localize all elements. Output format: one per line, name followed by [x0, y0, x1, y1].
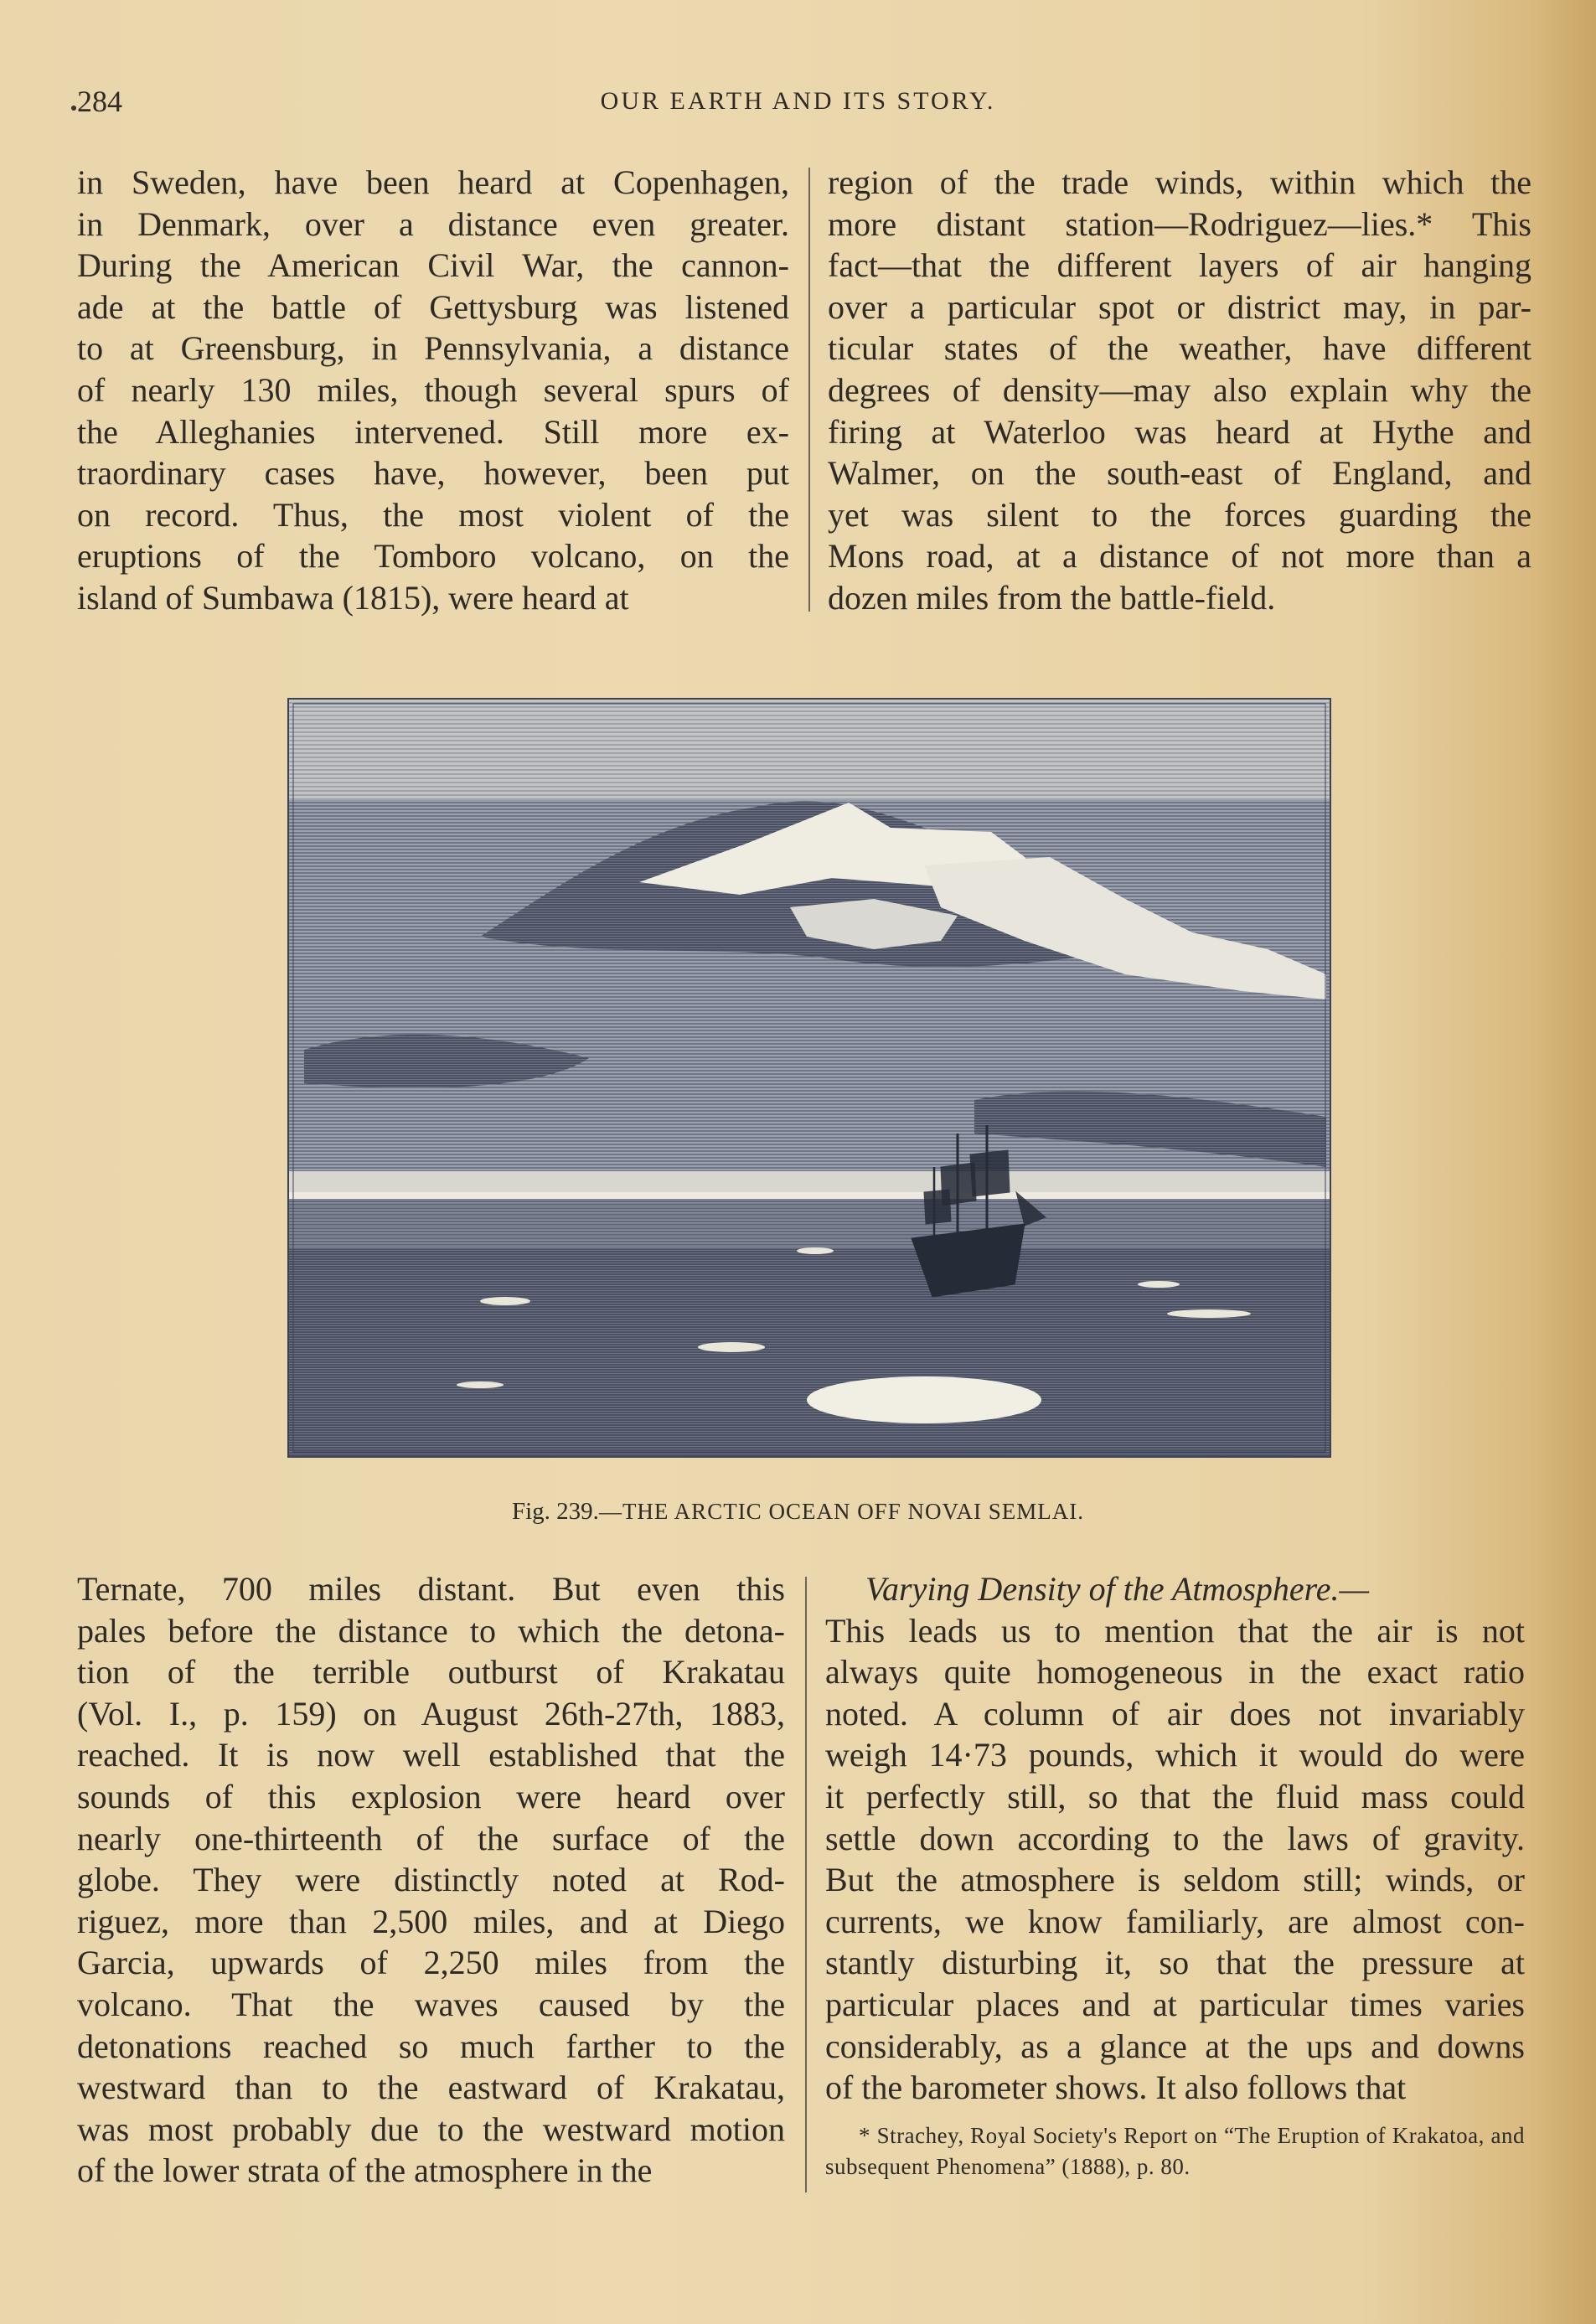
text-line: reached. It is now well established that the [77, 1736, 785, 1774]
text-line: more distant station—Rodriguez—lies.* This [828, 204, 1531, 243]
text-line: was most probably due to the westward motion [77, 2110, 785, 2148]
text-line: volcano. That the waves caused by the [77, 1985, 785, 2023]
text-line: Garcia, upwards of 2,250 miles from the [77, 1944, 785, 1982]
text-line: currents, we know familiarly, are almost con- [825, 1902, 1525, 1940]
text-line: yet was silent to the forces guarding the [828, 495, 1531, 534]
text-line: Ternate, 700 miles distant. But even this [77, 1570, 785, 1608]
text-line: globe. They were distinctly noted at Rod- [77, 1861, 785, 1899]
paragraph-top-right [828, 162, 1531, 619]
text-line: westward than to the eastward of Krakatau, [77, 2068, 785, 2107]
paragraph-bottom-left [77, 1568, 785, 2192]
text-line: riguez, more than 2,500 miles, and at Diego [77, 1902, 785, 1940]
figure-number: Fig. 239. [512, 1498, 599, 1525]
text-column-top-left [77, 162, 789, 619]
text-line: particular places and at particular times varies [825, 1985, 1525, 2023]
text-line: in Denmark, over a distance even greater. [77, 204, 789, 243]
engraving-arctic-ocean [287, 698, 1331, 1458]
text-line: noted. A column of air does not invariably [825, 1694, 1525, 1733]
text-line: in Sweden, have been heard at Copenhagen, [77, 163, 789, 201]
text-line: of the barometer shows. It also follows that [825, 2068, 1407, 2107]
text-line: of the lower strata of the atmosphere in the [77, 2151, 653, 2190]
text-line: degrees of density—may also explain why the [828, 370, 1531, 409]
figure-title: —THE ARCTIC OCEAN OFF NOVAI SEMLAI. [598, 1499, 1084, 1524]
text-column-bottom-left [77, 1568, 785, 2192]
text-line: considerably, as a glance at the ups and downs [825, 2027, 1525, 2065]
text-line: ticular states of the weather, have different [828, 329, 1531, 368]
column-rule-top [808, 168, 810, 612]
text-line: the Alleghanies intervened. Still more ex- [77, 412, 789, 451]
text-line: eruptions of the Tomboro volcano, on the [77, 537, 789, 576]
text-line: nearly one-thirteenth of the surface of the [77, 1819, 785, 1857]
running-title: OUR EARTH AND ITS STORY. [600, 87, 996, 115]
text-line: always quite homogeneous in the exact ratio [825, 1653, 1525, 1691]
text-line: region of the trade winds, within which the [828, 163, 1531, 201]
text-line: it perfectly still, so that the fluid mass could [825, 1777, 1525, 1815]
page-header [0, 84, 1596, 117]
paragraph-top-left [77, 162, 789, 619]
text-line: traordinary cases have, however, been put [77, 454, 789, 493]
text-line: to at Greensburg, in Pennsylvania, a distance [77, 329, 789, 368]
section-heading [825, 1568, 1525, 1610]
text-line: fact—that the different layers of air hanging [828, 246, 1531, 285]
text-line: over a particular spot or district may, in par- [828, 287, 1531, 326]
text-line: pales before the distance to which the detona- [77, 1611, 785, 1650]
text-line: During the American Civil War, the cannon- [77, 246, 789, 285]
text-line: sounds of this explosion were heard over [77, 1777, 785, 1815]
text-line: island of Sumbawa (1815), were heard at [77, 578, 629, 617]
text-line: stantly disturbing it, so that the pressure at [825, 1944, 1525, 1982]
text-line: Mons road, at a distance of not more than a [828, 537, 1531, 576]
text-line: tion of the terrible outburst of Krakatau [77, 1653, 785, 1691]
text-column-bottom-right [825, 1568, 1525, 2182]
text-line: But the atmosphere is seldom still; winds, or [825, 1861, 1525, 1899]
text-line: of nearly 130 miles, though several spurs of [77, 370, 789, 409]
text-line: (Vol. I., p. 159) on August 26th-27th, 1883, [77, 1694, 785, 1733]
text-line: Walmer, on the south-east of England, and [828, 454, 1531, 493]
text-line: on record. Thus, the most violent of the [77, 495, 789, 534]
text-column-top-right [828, 162, 1531, 619]
column-rule-bottom [805, 1577, 807, 2192]
text-line: detonations reached so much farther to the [77, 2027, 785, 2065]
section-heading-text: Varying Density of the Atmosphere.— [865, 1570, 1370, 1608]
text-line: ade at the battle of Gettysburg was listened [77, 287, 789, 326]
text-line: firing at Waterloo was heard at Hythe and [828, 412, 1531, 451]
page-number: 284 [77, 85, 122, 118]
text-line: This leads us to mention that the air is not [825, 1611, 1525, 1650]
text-line: settle down according to the laws of gravity. [825, 1819, 1525, 1857]
figure-caption [0, 1498, 1596, 1526]
footnote: * Strachey, Royal Society's Report on “The Eruption of Krakatoa, and subsequent Phenomena” (1888), p. 80. [825, 2122, 1525, 2179]
paragraph-bottom-right [825, 1610, 1525, 2109]
text-line: dozen miles from the battle-field. [828, 578, 1276, 617]
text-line: weigh 14·73 pounds, which it would do were [825, 1736, 1525, 1774]
